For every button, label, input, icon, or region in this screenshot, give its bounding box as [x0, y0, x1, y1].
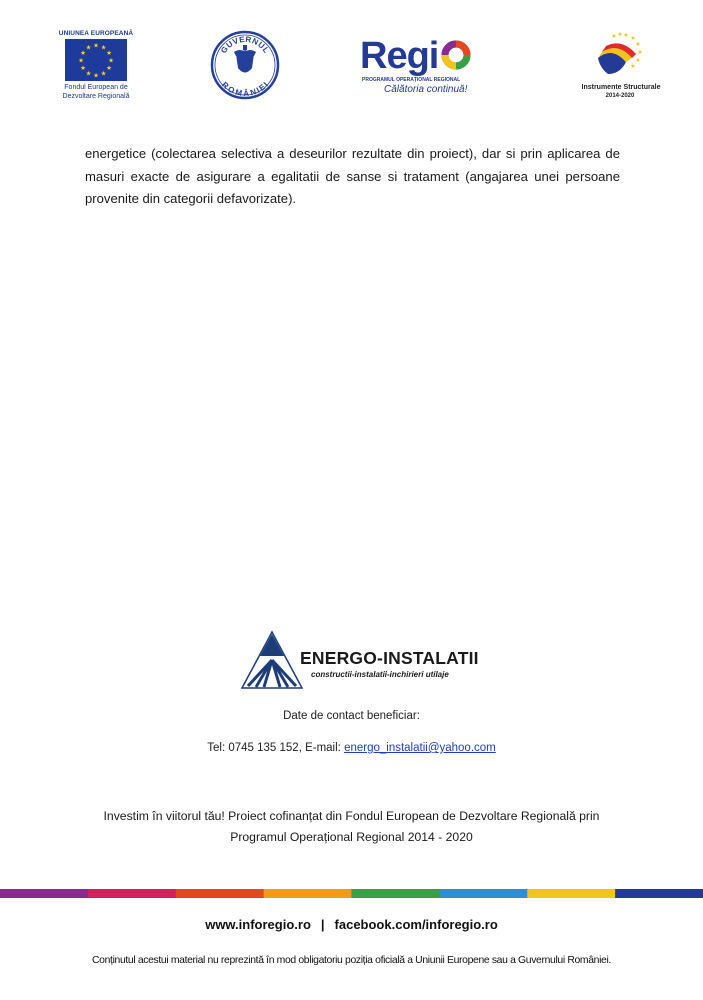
svg-text:★: ★	[106, 64, 112, 72]
svg-text:★: ★	[100, 69, 107, 78]
svg-text:★: ★	[80, 49, 86, 57]
regio-color-wheel-icon	[440, 39, 472, 71]
eu-fund-label	[58, 83, 134, 101]
svg-text:★: ★	[93, 41, 99, 50]
svg-text:★: ★	[108, 56, 114, 65]
funding-statement	[40, 806, 663, 848]
company-logo	[240, 630, 480, 692]
color-band-segment	[439, 889, 527, 898]
company-tagline: constructii-instalatii-inchirieri utilaje	[311, 670, 449, 679]
website-link[interactable]: www.inforegio.ro	[205, 917, 311, 932]
structural-instruments-flag-icon	[592, 28, 648, 84]
color-band-segment	[615, 889, 703, 898]
funding-line1: Investim în viitorul tău! Proiect cofinanțat din Fondul European de Dezvoltare Regională prin	[103, 809, 600, 823]
eu-fund-line1: Fondul European de	[64, 84, 128, 91]
svg-text:★: ★	[80, 64, 86, 72]
seal-text-top: GUVERNUL	[219, 34, 272, 56]
structural-instruments-title: Instrumente Structurale	[581, 84, 661, 91]
color-band-segment	[176, 889, 264, 898]
regio-subtitle: PROGRAMUL OPERAȚIONAL REGIONAL	[362, 77, 461, 83]
svg-text:★: ★	[630, 63, 636, 70]
regio-wordmark	[360, 36, 472, 76]
body-paragraph: energetice (colectarea selectiva a deseurilor rezultate din proiect), dar si prin aplicarea de masuri exacte de asigurare a egalitatii de sanse si tratament (angajarea unei persoane provenite din categorii defavorizate).	[85, 146, 620, 206]
eu-flag-icon	[65, 39, 127, 81]
color-band-segment	[264, 889, 352, 898]
svg-text:★: ★	[635, 41, 641, 48]
seal-text-bottom: ROMÂNIEI	[219, 80, 271, 99]
svg-text:★: ★	[630, 35, 636, 42]
eu-logo-title: UNIUNEA EUROPEANĂ	[58, 30, 134, 37]
color-band-segment	[88, 889, 176, 898]
svg-text:★: ★	[85, 43, 92, 52]
svg-text:★: ★	[100, 43, 107, 52]
svg-text:★: ★	[623, 32, 629, 39]
contact-line	[0, 742, 703, 754]
structural-instruments-years: 2014-2020	[605, 93, 635, 99]
company-name: ENERGO-INSTALATII	[300, 648, 479, 668]
facebook-link[interactable]: facebook.com/inforegio.ro	[334, 917, 498, 932]
svg-text:★: ★	[85, 69, 92, 78]
color-band-segment	[527, 889, 615, 898]
regio-word: Regi	[360, 35, 439, 77]
svg-text:★: ★	[617, 31, 623, 38]
contact-phone: Tel: 0745 135 152, E-mail:	[207, 742, 345, 754]
email-link[interactable]: energo_instalatii@yahoo.com	[344, 742, 496, 754]
government-seal-icon	[210, 30, 280, 100]
color-band-segment	[352, 889, 440, 898]
contact-heading: Date de contact beneficiar:	[283, 710, 420, 722]
svg-text:★: ★	[93, 71, 99, 80]
structural-instruments-logo	[578, 28, 662, 102]
svg-text:★: ★	[106, 49, 112, 57]
footer-links	[0, 917, 703, 932]
eu-logo	[58, 30, 134, 101]
eu-fund-line2: Dezvoltare Regională	[62, 93, 130, 100]
regio-logo	[360, 36, 500, 100]
color-band-segment	[0, 889, 88, 898]
svg-text:★: ★	[635, 57, 641, 64]
svg-text:★: ★	[611, 33, 617, 40]
disclaimer: Conținutul acestui material nu reprezintă în mod obligatoriu poziția oficială a Uniunii Europene sau a Guvernului României.	[92, 955, 611, 966]
regio-tagline: Călătoria continuă!	[384, 84, 468, 95]
funding-line2: Programul Operațional Regional 2014 - 2020	[230, 830, 473, 844]
footer-color-band	[0, 889, 703, 898]
footer-separator: |	[320, 917, 325, 932]
svg-text:★: ★	[78, 56, 84, 65]
svg-text:★: ★	[637, 49, 643, 56]
company-triangle-icon	[240, 630, 304, 692]
